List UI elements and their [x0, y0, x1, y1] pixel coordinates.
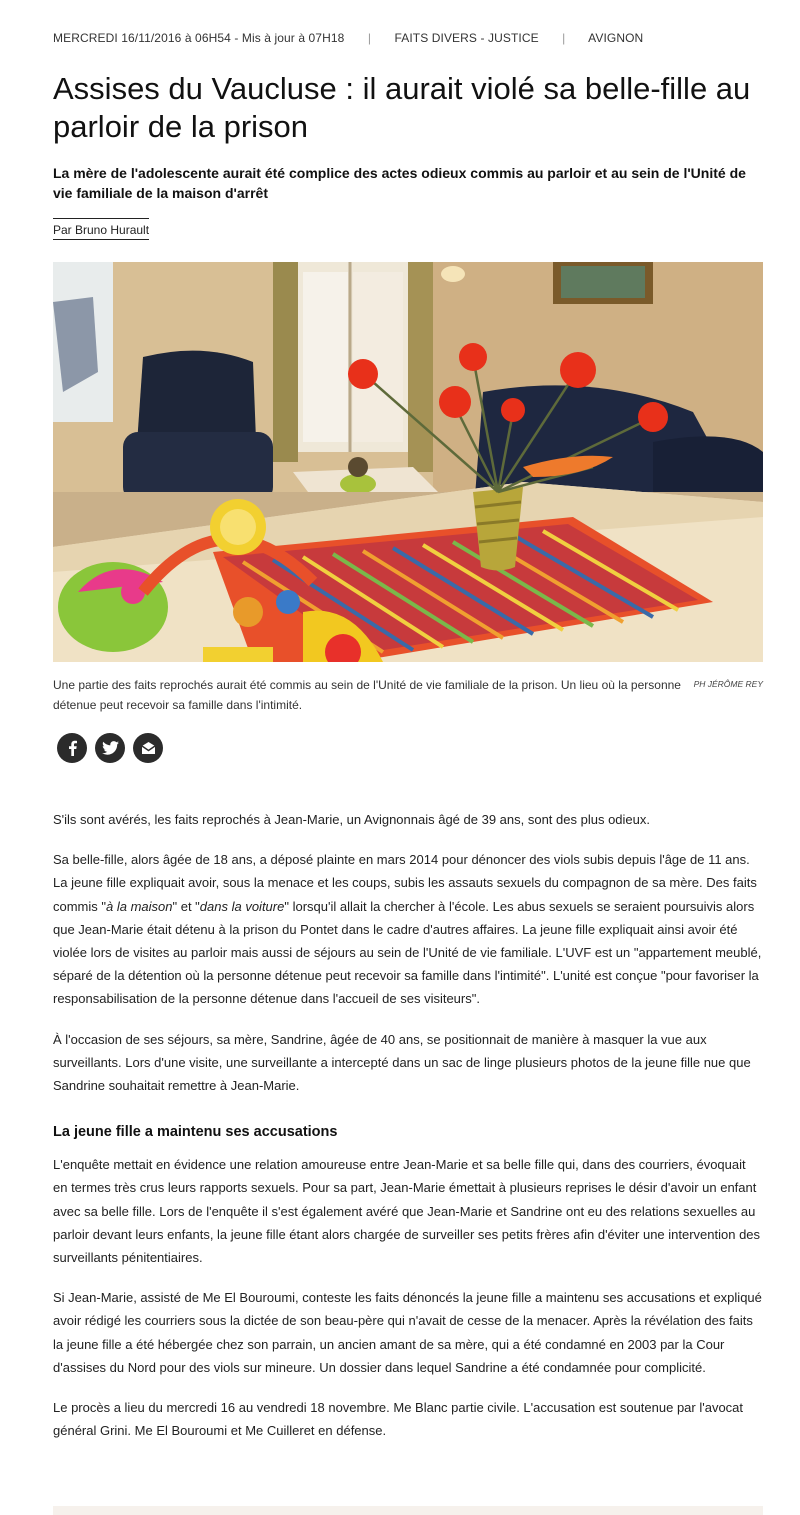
article-photo	[53, 262, 763, 662]
quote-emphasis: dans la voiture	[199, 898, 285, 914]
footer-band	[53, 1506, 763, 1515]
section-heading: La jeune fille a maintenu ses accusations	[53, 1124, 338, 1141]
article-lead: La mère de l'adolescente aurait été complice des actes odieux commis au parloir et au sein de l'Unité de vie familiale de la maison d'arrêt	[53, 165, 746, 201]
share-bar	[57, 733, 163, 763]
publish-date: MERCREDI 16/11/2016 à 06H54 - Mis à jour à 07H18	[53, 31, 345, 45]
meta-separator: |	[562, 31, 566, 45]
paragraph-text: " lorsqu'il allait la chercher à l'école. Les abus sexuels se seraient poursuivis alors que Jean-Marie était détenu à la prison du Pontet dans le cadre d'autres affaires. La jeune fille expliquait ainsi avoir été violée lors de visites au parloir mais aussi de séjours au sein de l'Unité de vie familiale. L'UVF est un "appartement meublé, séparé de la détention où la personne détenue peut recevoir sa famille dans l'intimité". L'unité est conçue "pour favoriser la responsabilisation de la personne détenue dans l'accueil de ses visiteurs".	[53, 898, 762, 1007]
facebook-icon	[65, 740, 79, 756]
photo-caption: Une partie des faits reprochés aurait été commis au sein de l'Unité de vie familiale de la prison. Un lieu où la personne détenue peut recevoir sa famille dans l'intimité.	[53, 678, 681, 712]
quote-emphasis: à la maison	[106, 898, 173, 914]
paragraph-text: " et "	[172, 898, 200, 914]
twitter-share-button[interactable]	[95, 733, 125, 763]
paragraph: S'ils sont avérés, les faits reprochés à Jean-Marie, un Avignonnais âgé de 39 ans, sont des plus odieux.	[53, 812, 650, 827]
paragraph: L'enquête mettait en évidence une relation amoureuse entre Jean-Marie et sa belle fille qui, dans des courriers, évoquait en termes très crus leurs rapports sexuels. Pour sa part, Jean-Marie émettait à plusieurs reprises le désir d'avoir un enfant avec sa belle fille. Lors de l'enquête il s'est également avéré que Jean-Marie et Sandrine ont eu des relations sexuelles au parloir devant leurs enfants, la jeune fille étant alors chargée de surveiller ses petits frères afin d'éviter une intervention des surveillants pénitentiaires.	[53, 1157, 761, 1266]
article-body	[53, 808, 763, 1459]
paragraph	[53, 848, 763, 1010]
article-meta	[53, 31, 643, 45]
author-byline	[53, 218, 149, 240]
paragraph-text: Sa belle-fille, alors âgée de 18 ans, a déposé plainte en mars 2014 pour dénoncer des viols subis depuis l'âge de 11 ans. La jeune fille expliquait avoir, sous la menace et les coups, subis les assauts sexuels du compagnon de sa mère. Des faits commis "	[53, 852, 757, 914]
email-icon	[141, 741, 156, 755]
page-title: Assises du Vaucluse : il aurait violé sa belle-fille au parloir de la prison	[53, 71, 751, 144]
section-link[interactable]: FAITS DIVERS - JUSTICE	[394, 31, 539, 45]
photo-credit: PH JÉRÔME REY	[693, 679, 763, 689]
city-link[interactable]: AVIGNON	[588, 31, 644, 45]
paragraph: Si Jean-Marie, assisté de Me El Bouroumi, conteste les faits dénoncés la jeune fille a maintenu ses accusations et expliqué avoir rédigé les courriers sous la dictée de son beau-père qui n'avait de cesse de la menacer. Après la révélation des faits la jeune fille a été hébergée chez son parrain, un ancien amant de sa mère, qui a été condamné en 2003 par la Cour d'assises du Nord pour des viols sur mineure. Un dossier dans lequel Sandrine a été condamnée pour complicité.	[53, 1290, 762, 1375]
meta-separator: |	[367, 31, 372, 45]
email-share-button[interactable]	[133, 733, 163, 763]
paragraph: À l'occasion de ses séjours, sa mère, Sandrine, âgée de 40 ans, se positionnait de manière à masquer la vue aux surveillants. Lors d'une visite, une surveillante a intercepté dans un sac de linge plusieurs photos de la jeune fille nue que Sandrine souhaitait remettre à Jean-Marie.	[53, 1031, 751, 1094]
photo-illustration	[53, 262, 763, 662]
facebook-share-button[interactable]	[57, 733, 87, 763]
paragraph: Le procès a lieu du mercredi 16 au vendredi 18 novembre. Me Blanc partie civile. L'accusation est soutenue par l'avocat général Grini. Me El Bouroumi et Me Cuilleret en défense.	[53, 1400, 744, 1439]
twitter-icon	[102, 741, 119, 755]
author-link[interactable]: Par Bruno Hurault	[53, 223, 150, 237]
